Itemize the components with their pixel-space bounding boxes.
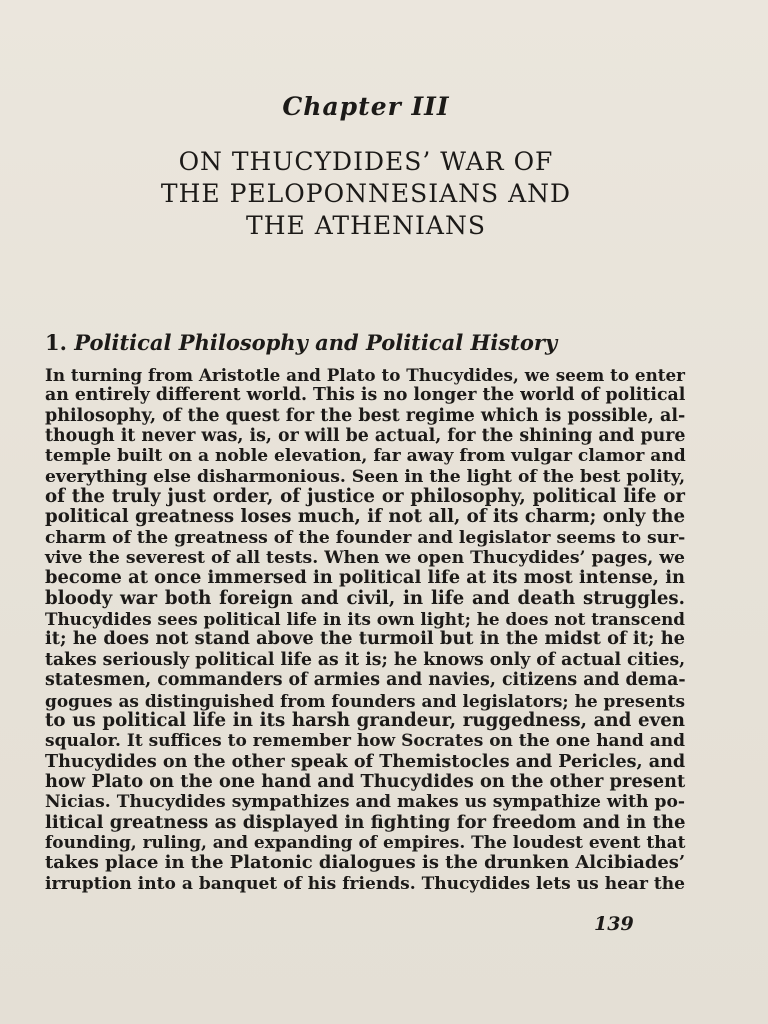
- body-line: an entirely different world. This is no longer the world of political: [45, 385, 686, 406]
- body-line: it; he does not stand above the turmoil but in the midst of it; he: [45, 628, 685, 650]
- body-line: bloody war both foreign and civil, in life and death struggles.: [45, 587, 685, 609]
- body-line: founding, ruling, and expanding of empires. The loudest event that: [45, 832, 686, 853]
- body-line: become at once immersed in political life at its most intense, in: [45, 567, 685, 589]
- body-line: statesmen, commanders of armies and navies, citizens and dema-: [45, 670, 686, 691]
- body-line: how Plato on the one hand and Thucydides on the other present: [45, 770, 686, 792]
- body-line: political greatness loses much, if not all, of its charm; only the: [45, 506, 685, 528]
- section-title: Political Philosophy and Political History: [74, 330, 558, 355]
- body-line: litical greatness as displayed in fighting for freedom and in the: [45, 811, 686, 833]
- body-line: vive the severest of all tests. When we open Thucydides’ pages, we: [45, 548, 685, 569]
- body-line: In turning from Aristotle and Plato to Thucydides, we seem to enter: [45, 365, 685, 385]
- body-line: though it never was, is, or will be actual, for the shining and pure: [45, 426, 686, 447]
- chapter-title-line: THE ATHENIANS: [246, 211, 486, 240]
- page-number: 139: [594, 913, 634, 935]
- body-line: Nicias. Thucydides sympathizes and makes us sympathize with po-: [45, 792, 685, 813]
- body-line: Thucydides sees political life in its own light; he does not transcend: [45, 609, 685, 630]
- body-line: everything else disharmonious. Seen in the light of the best polity,: [45, 466, 686, 487]
- chapter-title-line: THE PELOPONNESIANS AND: [160, 179, 572, 208]
- body-line: to us political life in its harsh grandeur, ruggedness, and even: [45, 709, 685, 731]
- chapter-label: Chapter III: [282, 92, 450, 121]
- chapter-title-line: ON THUCYDIDES’ WAR OF: [178, 147, 554, 176]
- body-line: takes seriously political life as it is; he knows only of actual cities,: [45, 649, 686, 670]
- body-line: takes place in the Platonic dialogues is the drunken Alcibiades’: [45, 852, 686, 874]
- body-line: philosophy, of the quest for the best regime which is possible, al-: [45, 405, 686, 426]
- body-line: of the truly just order, of justice or philosophy, political life or: [45, 486, 685, 508]
- chapter-title: [0, 146, 732, 242]
- body-line: temple built on a noble elevation, far away from vulgar clamor and: [45, 446, 686, 467]
- body-line: irruption into a banquet of his friends. Thucydides lets us hear the: [45, 873, 685, 894]
- section-heading: [45, 330, 705, 355]
- body-text: [45, 365, 685, 894]
- body-line: gogues as distinguished from founders and legislators; he presents: [45, 690, 685, 711]
- body-line: squalor. It suffices to remember how Socrates on the one hand and: [45, 731, 685, 752]
- body-line: charm of the greatness of the founder and legislator seems to sur-: [45, 527, 686, 548]
- body-line: Thucydides on the other speak of Themistocles and Pericles, and: [45, 751, 686, 772]
- section-number: 1.: [45, 330, 67, 355]
